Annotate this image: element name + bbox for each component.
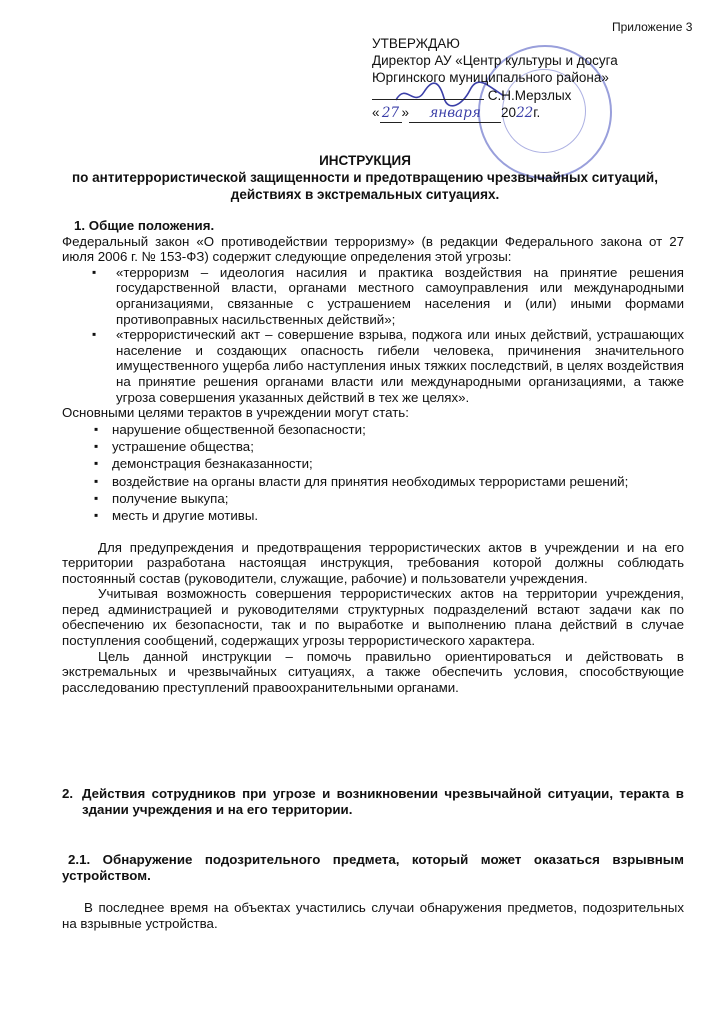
section-1-intro: Федеральный закон «О противодействии терроризму» (в редакции Федерального закона от 27 июля 2006 г. № 153-ФЗ) содержит следующие определения этой угрозы: <box>62 233 684 265</box>
approve-word: УТВЕРЖДАЮ <box>372 36 460 51</box>
definitions-list <box>62 265 684 405</box>
date-year-end: г. <box>533 105 541 120</box>
date-day: 27 <box>380 105 402 123</box>
title-line-3: действиях в экстремальных ситуациях. <box>230 187 500 202</box>
signature-underline <box>372 86 484 100</box>
paragraph-goal: Цель данной инструкции – помочь правильно ориентироваться и действовать в экстремальных и чрезвычайных ситуациях, а также обеспечить условия, способствующие расследованию преступлений правоохранительными органами. <box>62 648 684 695</box>
appendix-label: Приложение 3 <box>612 20 693 34</box>
director-name: С.Н.Мерзлых <box>487 88 572 103</box>
document-title <box>40 152 690 203</box>
section-2-number: 2. <box>62 786 74 801</box>
title-main: ИНСТРУКЦИЯ <box>319 153 411 168</box>
organization-line: Юргинского муниципального района» <box>372 70 609 85</box>
definition-terror-act: ▪ «террористический акт – совершение взрыва, поджога или иных действий, устрашающих население и создающих опасность гибели человека, причинения значительного имущественного ущерба либо наступления иных тяжких последствий, в целях воздействия на принятие решения органами власти или международными организациями, а также угроза совершения указанных действий в тех же целях». <box>88 327 684 405</box>
goal-item: ▪ месть и другие мотивы. <box>88 507 684 524</box>
signature-line <box>372 86 618 104</box>
date-month: января <box>409 105 501 123</box>
subsection-2-1-heading: 2.1. Обнаружение подозрительного предмета, который может оказаться взрывным устройством. <box>62 852 684 883</box>
goal-item: ▪ устрашение общества; <box>88 438 684 455</box>
goal-item: ▪ демонстрация безнаказанности; <box>88 455 684 472</box>
paragraph-tasks: Учитывая возможность совершения террористических актов на территории учреждения, перед администрацией и руководителями структурных подразделений встают задачи как по обеспечению их безопасности, так и по выработке и выполнению плана действий в случае поступления сообщений, содержащих угрозы террористического характера. <box>62 586 684 649</box>
section-2-heading-text: Действия сотрудников при угрозе и возникновении чрезвычайной ситуации, теракта в здании учреждения и на его территории. <box>82 786 684 817</box>
date-year-prefix: 20 <box>501 105 517 120</box>
section-1 <box>62 218 684 695</box>
approval-date: « 27 » января 2022г. <box>372 105 541 121</box>
date-year-suffix: 22 <box>516 105 534 121</box>
goal-item: ▪ воздействие на органы власти для принятия необходимых террористами решений; <box>88 473 684 490</box>
approval-block <box>372 35 618 123</box>
section-2-heading <box>62 786 684 817</box>
goal-item: ▪ получение выкупа; <box>88 490 684 507</box>
subsection-2-1-paragraph: В последнее время на объектах участились случаи обнаружения предметов, подозрительных на взрывные устройства. <box>62 900 684 931</box>
goal-item: ▪ нарушение общественной безопасности; <box>88 421 684 438</box>
definition-terrorism: ▪ «терроризм – идеология насилия и практика воздействия на принятие решения государственной власти, органами местного самоуправления или международными организациями, связанные с устрашением населения и (или) иными формами противоправных насильственных действий»; <box>88 265 684 327</box>
goals-intro: Основными целями терактов в учреждении могут стать: <box>62 405 409 421</box>
goals-list <box>62 421 684 525</box>
director-line: Директор АУ «Центр культуры и досуга <box>372 53 618 68</box>
section-1-heading: 1. Общие положения. <box>74 218 215 233</box>
paragraph-prevention: Для предупреждения и предотвращения террористических актов в учреждении и на его территории разработана настоящая инструкция, требования которой должны соблюдать постоянный состав (руководители, служащие, рабочие) и пользователи учреждения. <box>62 539 684 586</box>
title-line-2: по антитеррористической защищенности и предотвращению чрезвычайных ситуаций, <box>72 170 658 185</box>
